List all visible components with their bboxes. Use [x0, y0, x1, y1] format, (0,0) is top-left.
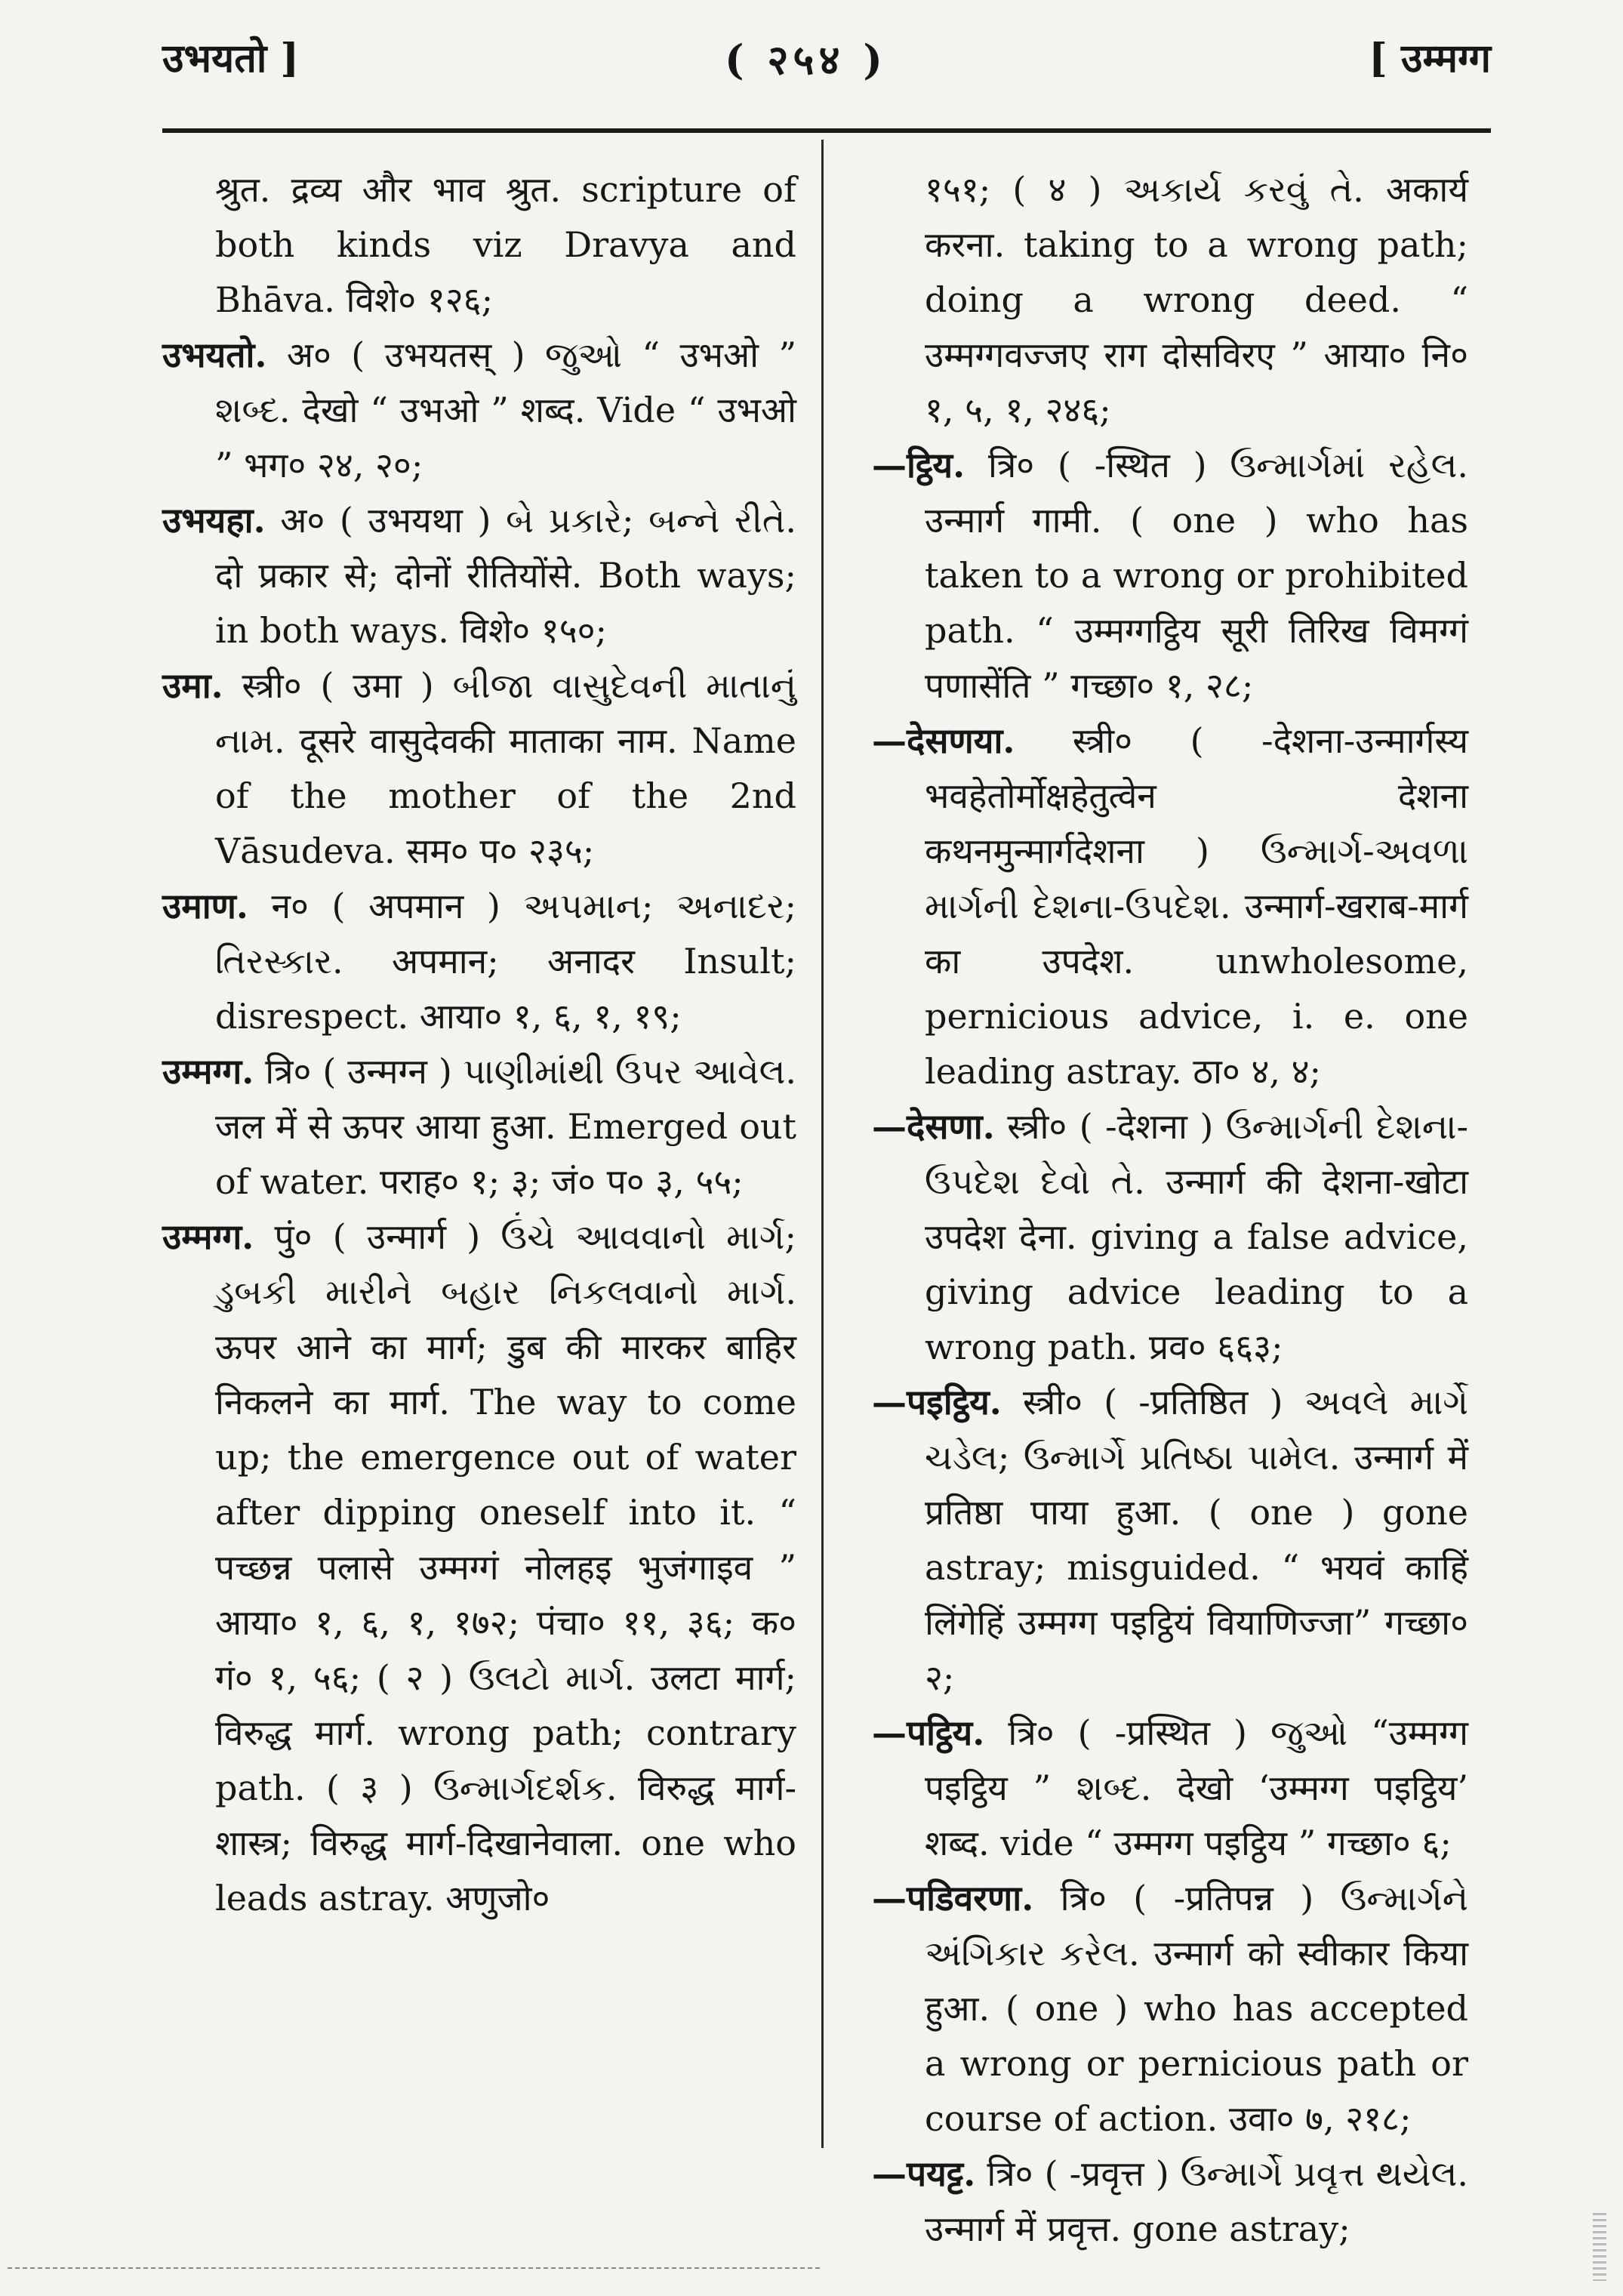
entry-headword: —पयट्ट. — [872, 2153, 976, 2194]
entry-headword: उमा. — [162, 665, 223, 706]
left-column — [162, 162, 796, 1926]
entry-headword: —देसणया. — [872, 720, 1015, 761]
dictionary-entry — [162, 493, 796, 658]
entry-headword: —पडिवरणा. — [872, 1878, 1034, 1918]
entry-text: स्त्री० ( -देशना ) ઉન્માર્ગની દેશના-ઉપદેશ દેવો તે. उन्मार्ग की देशना-खोटा उपदेश देना. giving a false advice, giving advice leading to a wrong path. प्रव० ६६३; — [925, 1106, 1469, 1367]
entry-headword: उभयतो. — [162, 334, 267, 375]
dictionary-subentry — [872, 1099, 1468, 1375]
entry-headword: —देसणा. — [872, 1106, 995, 1147]
dictionary-entry — [162, 879, 796, 1044]
dictionary-entry — [162, 658, 796, 879]
entry-headword: उम्मग्ग. — [162, 1216, 254, 1257]
entry-text: श्रुत. द्रव्य और भाव श्रुत. scripture of both kinds viz Dravya and Bhāva. विशे० १२६; — [215, 169, 796, 320]
dictionary-entry — [162, 1210, 796, 1926]
entry-headword: —ट्ठिय. — [872, 445, 965, 485]
entry-text: अ० ( उभयथा ) બે પ્રકારે; બન્ને રીતે. दो प्रकार से; दोनों रीतियोंसे. Both ways; in both ways. विशे० १५०; — [215, 500, 797, 651]
entry-text: त्रि० ( -प्रतिपन्न ) ઉન્માર્ગને અંગિકાર કરેલ. उन्मार्ग को स्वीकार किया हुआ. ( one ) who has accepted a wrong or pernicious path or course of action. उवा० ७, २१८; — [925, 1878, 1468, 2139]
right-column — [872, 162, 1468, 2257]
scan-edge-line — [8, 2267, 823, 2269]
entry-text: स्त्री० ( उमा ) બીજા વાસુદેવની માતાનું નામ. दूसरे वासुदेवकी माताका नाम. Name of the mother of the 2nd Vāsudeva. सम० प० २३५; — [215, 665, 796, 871]
entry-text: त्रि० ( -प्रवृत्त ) ઉન્માર્ગે પ્રવૃત્ત થયેલ. उन्मार्ग में प्रवृत्त. gone astray; — [925, 2153, 1468, 2249]
header-rule — [162, 128, 1491, 133]
entry-text: त्रि० ( -प्रस्थित ) જુઓ “उम्मग्ग पइट्ठिय ” શબ્દ. देखो ‘उम्मग्ग पइट्ठिय’ शब्द. vide “ उम्मग्ग पइट्ठिय ” गच्छा० ६; — [925, 1712, 1469, 1863]
entry-text: त्रि० ( उन्मग्न ) પાણીમાંથી ઉપર આવેલ. जल में से ऊपर आया हुआ. Emerged out of water. पराह० १; ३; जं० प० ३, ५५; — [215, 1051, 796, 1202]
entry-headword: उभयहा. — [162, 500, 266, 541]
scan-edge-mark — [1593, 2213, 1606, 2281]
dictionary-subentry — [872, 2147, 1468, 2257]
page-number: ( २५४ ) — [725, 35, 887, 84]
entry-headword: उमाण. — [162, 886, 248, 926]
entry-headword: उम्मग्ग. — [162, 1051, 254, 1092]
header-right-guideword: [ उम्मग्ग — [1369, 35, 1491, 82]
dictionary-entry-continued — [872, 162, 1468, 438]
entry-text: पुं० ( उन्मार्ग ) ઉંચે આવવાનો માર્ગ; ડુબકી મારીને બહાર નિકલવાનો માર્ગ. ऊपर आने का मार्ग; डुब की मारकर बाहिर निकलने का मार्ग. The way to come up; the emergence out of water after dipping oneself into it. “ पच्छन्न पलासे उम्मग्गं नोलहइ भुजंगाइव ” आया० १, ६, १, १७२; पंचा० ११, ३६; क० गं० १, ५६; ( २ ) ઉલટો માર્ગ. उलटा मार्ग; विरुद्ध मार्ग. wrong path; contrary path. ( ३ ) ઉન્માર્ગદર્શક. विरुद्ध मार्ग-शास्त्र; विरुद्ध मार्ग-दिखानेवाला. one who leads astray. अणुजो० — [215, 1216, 796, 1918]
entry-text: स्त्री० ( -प्रतिष्ठित ) અવલે માર્ગે ચડેલ; ઉન્માર્ગે પ્રતિષ્ઠા પામેલ. उन्मार्ग में प्रतिष्ठा पाया हुआ. ( one ) gone astray; misguided. “ भयवं काहिं लिंगेहिं उम्मग्ग पइट्ठियं वियाणिज्जा” गच्छा० २; — [925, 1382, 1468, 1698]
entry-headword: —पट्ठिय. — [872, 1712, 985, 1753]
entry-text: स्त्री० ( -देशना-उन्मार्गस्य भवहेतोर्मोक्षहेतुत्वेन देशना कथनमुन्मार्गदेशना ) ઉન્માર્ગ-અવળા માર્ગની દેશના-ઉપદેશ. उन्मार्ग-खराब-मार्ग का उपदेश. unwholesome, pernicious advice, i. e. one leading astray. ठा० ४, ४; — [925, 720, 1469, 1092]
entry-text: न० ( अपमान ) અપમાન; અનાદર; તિરસ્કાર. अपमान; अनादर Insult; disrespect. आया० १, ६, १, १९; — [215, 886, 796, 1037]
column-divider — [821, 140, 824, 2148]
entry-headword: —पइट्ठिय. — [872, 1382, 1002, 1422]
dictionary-entry — [162, 1044, 796, 1210]
dictionary-subentry — [872, 1706, 1468, 1871]
entry-text: त्रि० ( -स्थित ) ઉન્માર્ગમાં રહેલ. उन्मार्ग गामी. ( one ) who has taken to a wrong or prohibited path. “ उम्मग्गट्ठिय सूरी तिरिख विमग्गं पणासेंति ” गच्छा० १, २८; — [925, 445, 1468, 706]
dictionary-entry-continued — [162, 162, 796, 328]
dictionary-subentry — [872, 713, 1468, 1099]
dictionary-subentry — [872, 438, 1468, 713]
dictionary-entry — [162, 328, 796, 493]
entry-text: अ० ( उभयतस् ) જુઓ “ उभओ ” શબ્દ. देखो “ उभओ ” शब्द. Vide “ उभओ ” भग० २४, २०; — [215, 334, 796, 485]
header-left-guideword: उभयतो ] — [162, 35, 300, 82]
dictionary-subentry — [872, 1375, 1468, 1706]
dictionary-subentry — [872, 1871, 1468, 2147]
entry-text: १५१; ( ४ ) અકાર્ય કરવું તે. अकार्य करना. taking to a wrong path; doing a wrong deed. “ उम्मग्गवज्जए राग दोसविरए ” आया० नि० १, ५, १, २४६; — [925, 169, 1468, 430]
page-header — [0, 30, 1623, 113]
